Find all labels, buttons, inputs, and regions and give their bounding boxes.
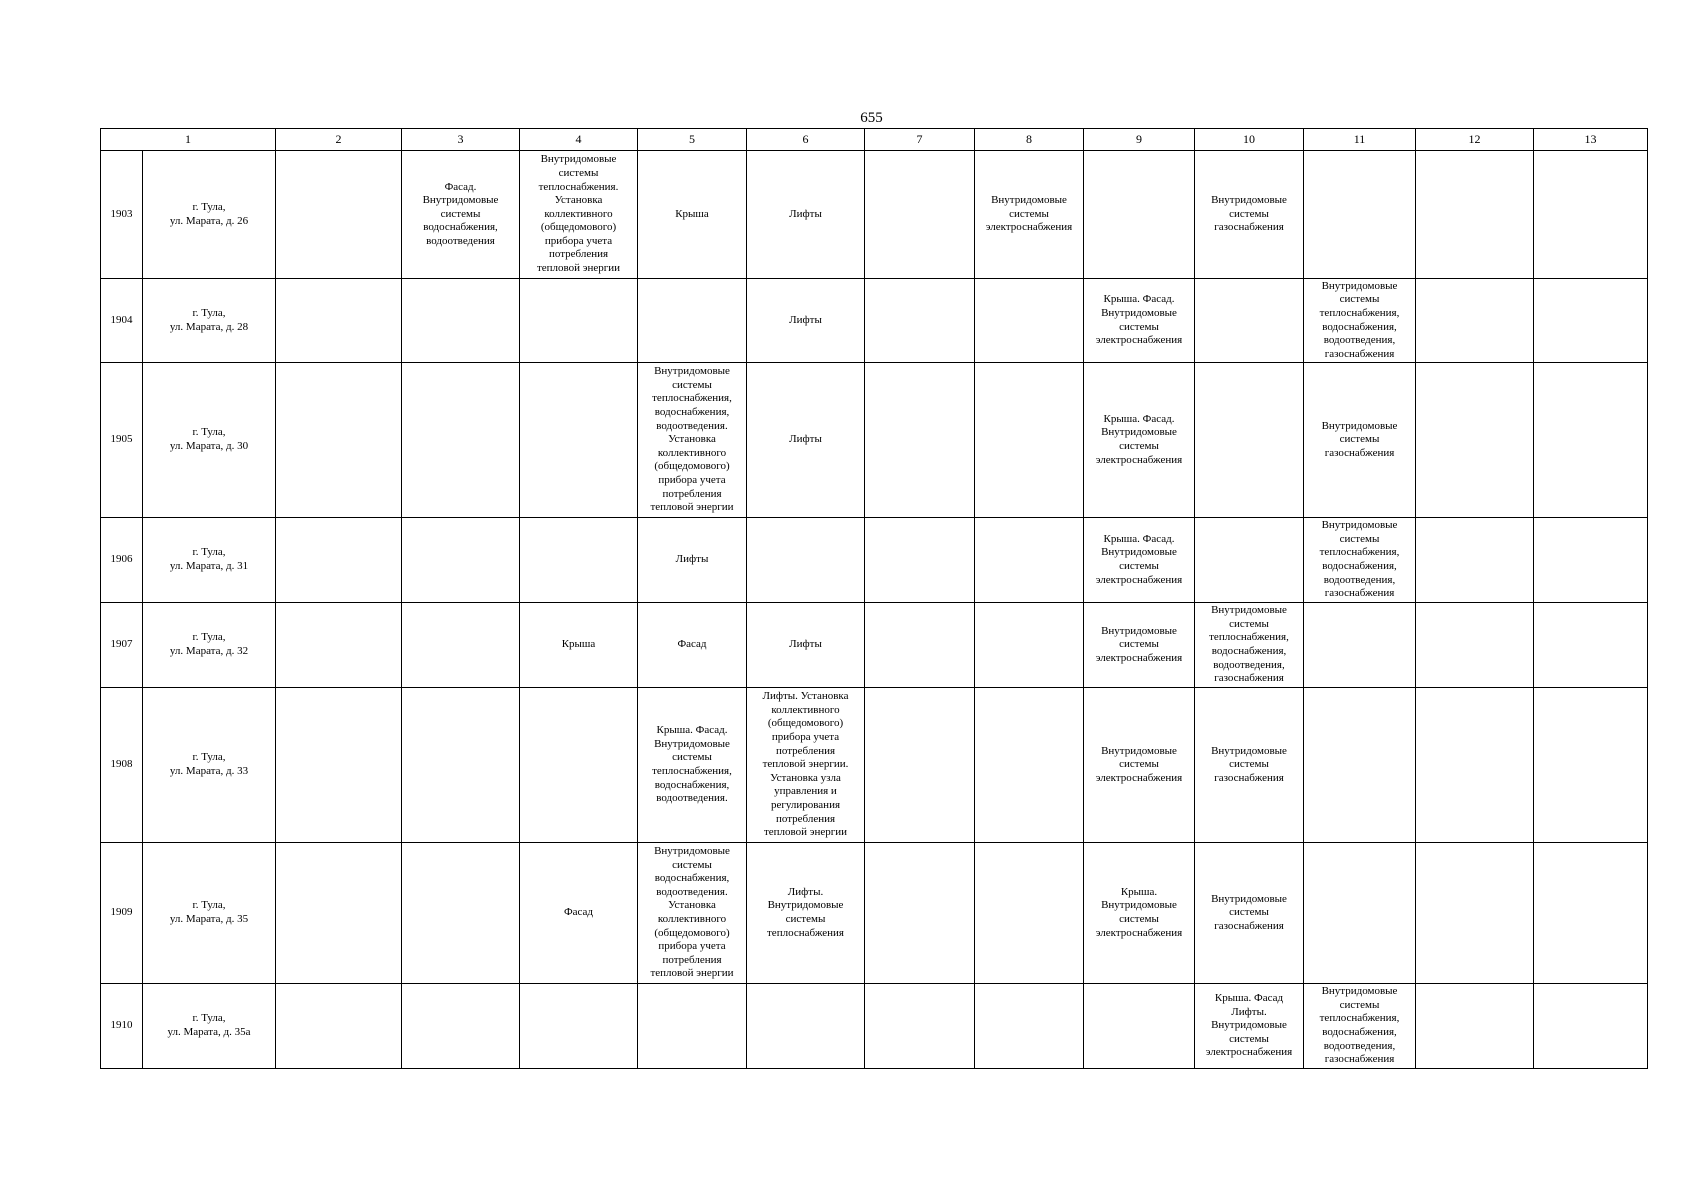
table-cell: Внутридомовые системы водоснабжения, водоотведения. Установка коллективного (общедомового) прибора учета потребления тепловой энергии	[638, 843, 747, 984]
table-cell	[975, 363, 1084, 518]
table-cell: Внутридомовые системы теплоснабжения, водоснабжения, водоотведения, газоснабжения	[1304, 279, 1416, 363]
table-cell	[276, 279, 402, 363]
table-cell	[865, 151, 975, 279]
table-cell: Лифты	[638, 518, 747, 603]
address-cell: г. Тула, ул. Марата, д. 31	[143, 518, 276, 603]
table-cell: Лифты	[747, 279, 865, 363]
table-cell	[402, 363, 520, 518]
table-row	[101, 843, 1648, 984]
row-number: 1905	[101, 363, 143, 518]
table-cell	[1304, 843, 1416, 984]
table-cell: Внутридомовые системы газоснабжения	[1304, 363, 1416, 518]
table-cell: Крыша. Внутридомовые системы электроснабжения	[1084, 843, 1195, 984]
table-cell: Внутридомовые системы теплоснабжения, водоснабжения, водоотведения. Установка коллективного (общедомового) прибора учета потребления тепловой энергии	[638, 363, 747, 518]
table-cell	[276, 688, 402, 843]
table-cell	[975, 518, 1084, 603]
table-cell	[747, 518, 865, 603]
table-cell	[1534, 688, 1648, 843]
table-cell	[865, 603, 975, 688]
row-number: 1903	[101, 151, 143, 279]
table-cell: Крыша. Фасад. Внутридомовые системы теплоснабжения, водоснабжения, водоотведения.	[638, 688, 747, 843]
table-cell	[1304, 151, 1416, 279]
address-cell: г. Тула, ул. Марата, д. 35а	[143, 984, 276, 1069]
table-cell: Внутридомовые системы газоснабжения	[1195, 688, 1304, 843]
table-cell: Лифты	[747, 363, 865, 518]
column-header: 10	[1195, 129, 1304, 151]
table-cell	[1195, 279, 1304, 363]
table-cell	[520, 688, 638, 843]
table-cell: Внутридомовые системы электроснабжения	[1084, 603, 1195, 688]
table-cell	[865, 843, 975, 984]
table-cell: Внутридомовые системы теплоснабжения, водоснабжения, водоотведения, газоснабжения	[1195, 603, 1304, 688]
table-cell: Внутридомовые системы газоснабжения	[1195, 843, 1304, 984]
table-cell	[1534, 363, 1648, 518]
table-header-row	[101, 129, 1648, 151]
table-cell: Крыша	[638, 151, 747, 279]
table-cell: Внутридомовые системы электроснабжения	[975, 151, 1084, 279]
table-cell	[402, 984, 520, 1069]
column-header: 1	[101, 129, 276, 151]
table-cell	[865, 363, 975, 518]
table-cell	[276, 151, 402, 279]
column-header: 6	[747, 129, 865, 151]
row-number: 1904	[101, 279, 143, 363]
table-cell: Фасад	[520, 843, 638, 984]
table-cell	[402, 843, 520, 984]
table-cell	[1416, 843, 1534, 984]
table-cell	[1416, 688, 1534, 843]
column-header: 11	[1304, 129, 1416, 151]
table-cell	[402, 279, 520, 363]
column-header: 3	[402, 129, 520, 151]
table-row	[101, 151, 1648, 279]
table-cell	[1534, 151, 1648, 279]
table-cell	[1304, 603, 1416, 688]
address-cell: г. Тула, ул. Марата, д. 26	[143, 151, 276, 279]
table-cell	[1304, 688, 1416, 843]
table-cell	[276, 363, 402, 518]
table-cell: Крыша	[520, 603, 638, 688]
table-cell: Крыша. Фасад. Внутридомовые системы электроснабжения	[1084, 363, 1195, 518]
table-cell	[520, 518, 638, 603]
table-cell	[276, 518, 402, 603]
table-row	[101, 984, 1648, 1069]
table-cell	[1534, 843, 1648, 984]
table-cell	[402, 603, 520, 688]
table-cell	[520, 279, 638, 363]
table-cell: Лифты	[747, 603, 865, 688]
table-cell: Фасад. Внутридомовые системы водоснабжения, водоотведения	[402, 151, 520, 279]
row-number: 1909	[101, 843, 143, 984]
address-cell: г. Тула, ул. Марата, д. 32	[143, 603, 276, 688]
table-cell: Внутридомовые системы теплоснабжения, водоснабжения, водоотведения, газоснабжения	[1304, 518, 1416, 603]
table-cell	[1416, 279, 1534, 363]
row-number: 1910	[101, 984, 143, 1069]
table-cell	[1534, 518, 1648, 603]
table-cell: Крыша. Фасад Лифты. Внутридомовые системы электроснабжения	[1195, 984, 1304, 1069]
table-cell	[1416, 151, 1534, 279]
column-header: 8	[975, 129, 1084, 151]
table-row	[101, 363, 1648, 518]
table-cell	[402, 688, 520, 843]
column-header: 12	[1416, 129, 1534, 151]
row-number: 1906	[101, 518, 143, 603]
table-cell: Внутридомовые системы электроснабжения	[1084, 688, 1195, 843]
table-cell	[865, 279, 975, 363]
table-cell	[865, 518, 975, 603]
table-cell	[1534, 984, 1648, 1069]
table-cell	[975, 603, 1084, 688]
table-cell: Внутридомовые системы теплоснабжения, водоснабжения, водоотведения, газоснабжения	[1304, 984, 1416, 1069]
table-cell	[276, 603, 402, 688]
page-number: 655	[860, 110, 883, 126]
address-cell: г. Тула, ул. Марата, д. 33	[143, 688, 276, 843]
address-cell: г. Тула, ул. Марата, д. 30	[143, 363, 276, 518]
row-number: 1908	[101, 688, 143, 843]
table-cell	[1084, 984, 1195, 1069]
table-cell	[1195, 363, 1304, 518]
row-number: 1907	[101, 603, 143, 688]
column-header: 2	[276, 129, 402, 151]
table-cell	[975, 843, 1084, 984]
address-cell: г. Тула, ул. Марата, д. 28	[143, 279, 276, 363]
table-cell	[747, 984, 865, 1069]
table-cell	[975, 279, 1084, 363]
table-cell	[1534, 279, 1648, 363]
table-cell	[1416, 518, 1534, 603]
table-cell	[1195, 518, 1304, 603]
table-cell	[1416, 363, 1534, 518]
table-cell	[520, 984, 638, 1069]
table-cell	[402, 518, 520, 603]
table-cell	[865, 688, 975, 843]
table-cell	[1084, 151, 1195, 279]
table-row	[101, 518, 1648, 603]
table-cell: Лифты. Внутридомовые системы теплоснабжения	[747, 843, 865, 984]
table-cell: Фасад	[638, 603, 747, 688]
table-cell: Крыша. Фасад. Внутридомовые системы электроснабжения	[1084, 279, 1195, 363]
table-cell: Внутридомовые системы теплоснабжения. Установка коллективного (общедомового) прибора учета потребления тепловой энергии	[520, 151, 638, 279]
table-cell	[638, 984, 747, 1069]
address-cell: г. Тула, ул. Марата, д. 35	[143, 843, 276, 984]
table-cell	[1416, 984, 1534, 1069]
column-header: 7	[865, 129, 975, 151]
table-cell	[865, 984, 975, 1069]
table-cell: Внутридомовые системы газоснабжения	[1195, 151, 1304, 279]
table-cell	[975, 688, 1084, 843]
table-cell: Лифты. Установка коллективного (общедомового) прибора учета потребления тепловой энергии. Установка узла управления и регулирования потребления тепловой энергии	[747, 688, 865, 843]
table-cell: Лифты	[747, 151, 865, 279]
table-row	[101, 688, 1648, 843]
table-row	[101, 603, 1648, 688]
table-cell	[638, 279, 747, 363]
table-cell	[276, 984, 402, 1069]
column-header: 13	[1534, 129, 1648, 151]
column-header: 5	[638, 129, 747, 151]
column-header: 9	[1084, 129, 1195, 151]
column-header: 4	[520, 129, 638, 151]
table-cell	[1534, 603, 1648, 688]
table-cell	[975, 984, 1084, 1069]
table-cell	[1416, 603, 1534, 688]
repair-schedule-table	[100, 128, 1648, 1069]
table-row	[101, 279, 1648, 363]
table-cell	[276, 843, 402, 984]
table-cell: Крыша. Фасад. Внутридомовые системы электроснабжения	[1084, 518, 1195, 603]
table-cell	[520, 363, 638, 518]
